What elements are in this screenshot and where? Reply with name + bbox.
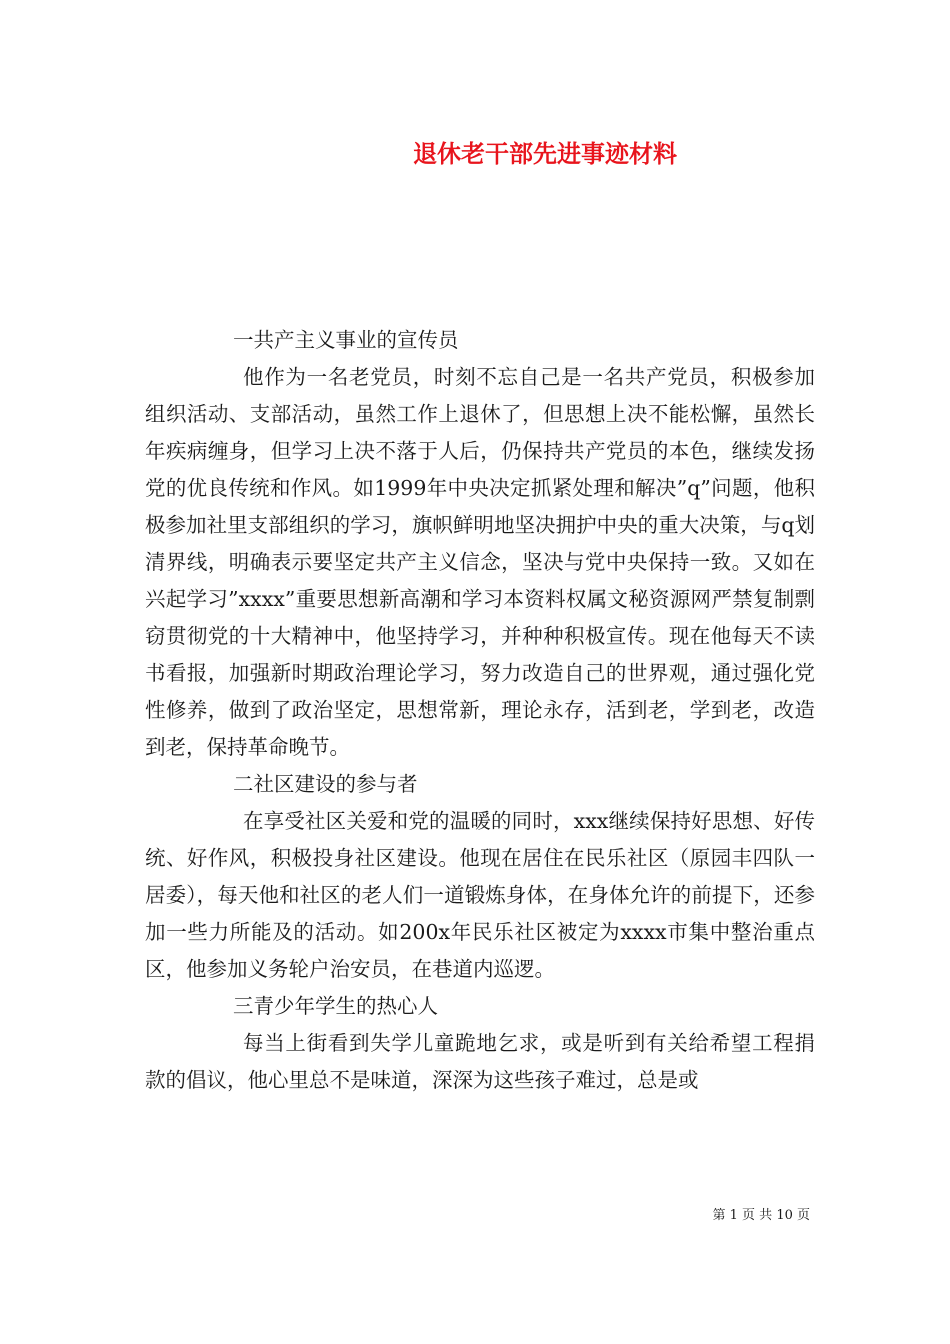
document-body: [145, 322, 815, 1099]
section-paragraph: 他作为一名老党员，时刻不忘自己是一名共产党员，积极参加组织活动、支部活动，虽然工作上退休了，但思想上决不能松懈，虽然长年疾病缠身，但学习上决不落于人后，仍保持共产党员的本色，继续发扬党的优良传统和作风。如1999年中央决定抓紧处理和解决”q”问题，他积极参加社里支部组织的学习，旗帜鲜明地坚决拥护中央的重大决策，与q划清界线，明确表示要坚定共产主义信念，坚决与党中央保持一致。又如在兴起学习”xxxx”重要思想新高潮和学习本资料权属文秘资源网严禁复制剽窃贯彻党的十大精神中，他坚持学习，并种种积极宣传。现在他每天不读书看报，加强新时期政治理论学习，努力改造自己的世界观，通过强化党性修养，做到了政治坚定，思想常新，理论永存，活到老，学到老，改造到老，保持革命晚节。: [145, 365, 815, 759]
section-heading: 三青少年学生的热心人: [233, 994, 438, 1018]
section-heading: 二社区建设的参与者: [233, 772, 418, 796]
section-paragraph: 每当上街看到失学儿童跪地乞求，或是听到有关给希望工程捐款的倡议，他心里总不是味道，深深为这些孩子难过，总是或: [145, 1031, 815, 1092]
page-number: 第 1 页 共 10 页: [712, 1208, 810, 1223]
section-heading: 一共产主义事业的宣传员: [233, 328, 459, 352]
document-title: 退休老干部先进事迹材料: [413, 139, 677, 168]
section-paragraph: 在享受社区关爱和党的温暖的同时，xxx继续保持好思想、好传统、好作风，积极投身社区建设。他现在居住在民乐社区（原园丰四队一居委），每天他和社区的老人们一道锻炼身体，在身体允许的前提下，还参加一些力所能及的活动。如200x年民乐社区被定为xxxx市集中整治重点区，他参加义务轮户治安员，在巷道内巡逻。: [145, 809, 815, 981]
